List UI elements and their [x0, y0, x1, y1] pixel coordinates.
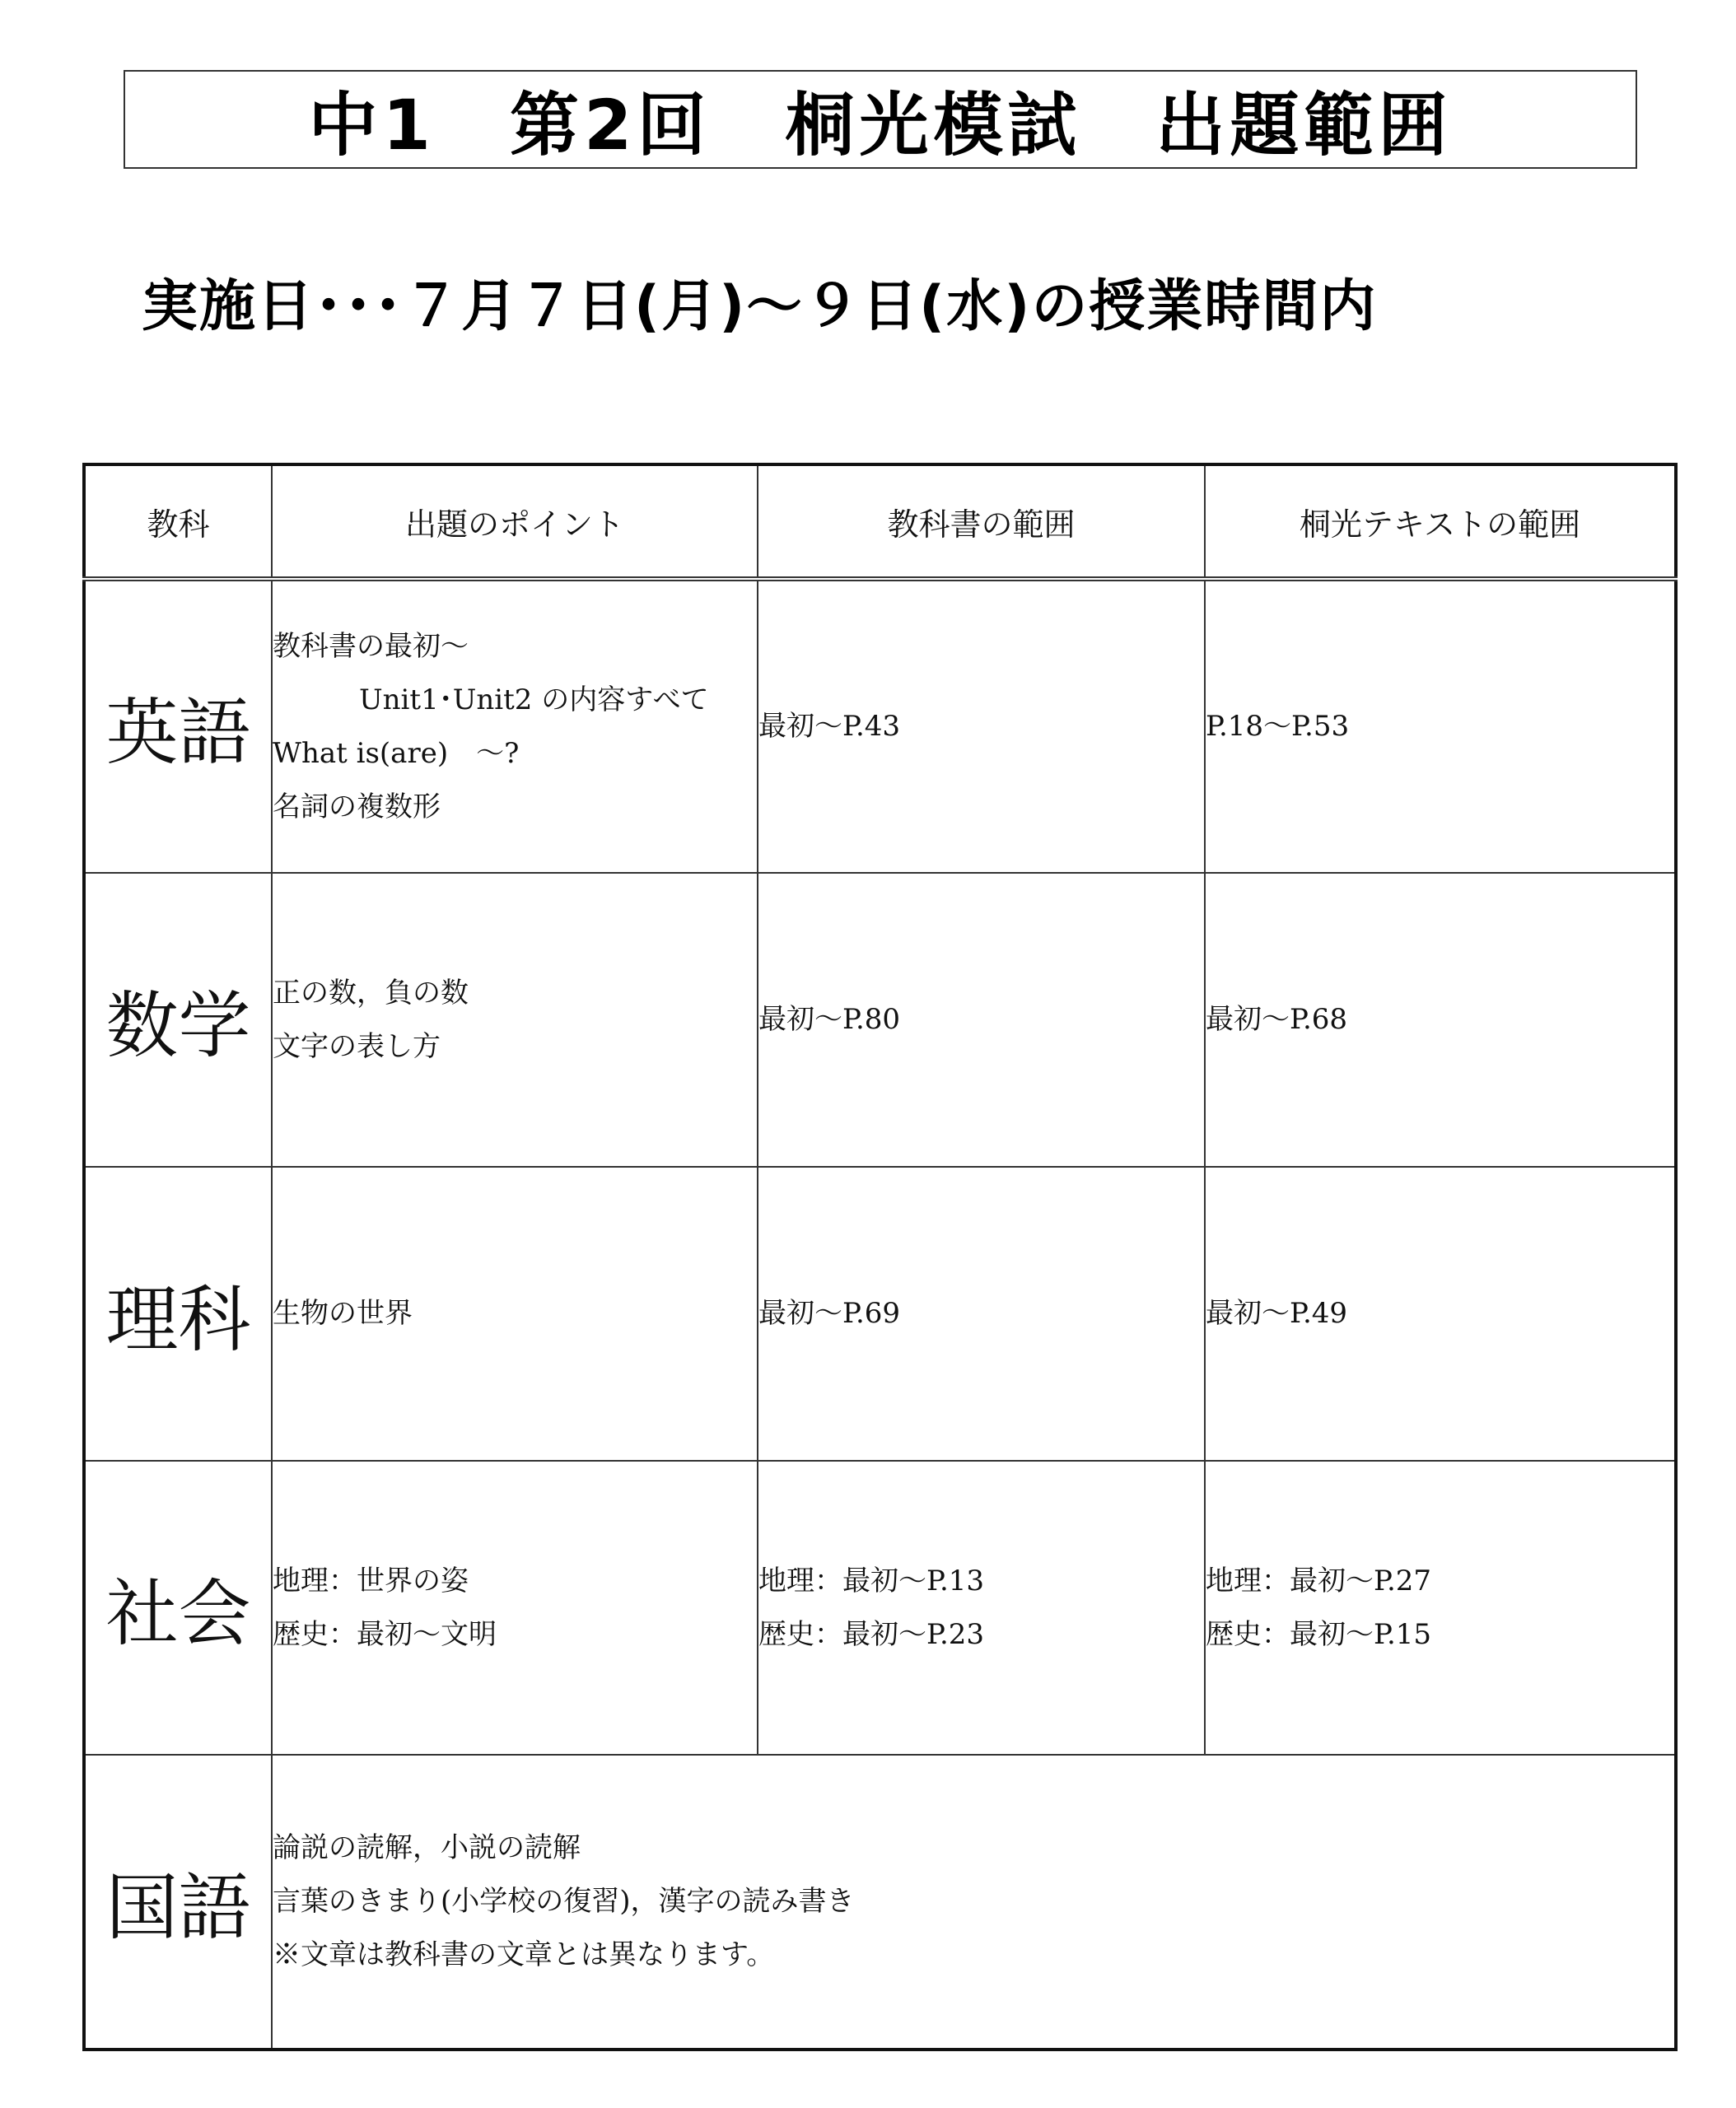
points-cell: [272, 873, 758, 1167]
title-box: [124, 70, 1637, 169]
table-row: [84, 1167, 1676, 1461]
textbook-range-line: 最初～P.69: [758, 1297, 901, 1330]
textbook-range-cell: [758, 1167, 1205, 1461]
points-cell: [272, 1461, 758, 1755]
textbook-range-line: 地理：最初～P.13: [758, 1564, 985, 1597]
subject-cell-math: 数学: [84, 873, 272, 1167]
exam-scope-table: [82, 463, 1678, 2051]
table-row: [84, 579, 1676, 873]
textbook-range-cell: [758, 1461, 1205, 1755]
toko-range-line: P.18～P.53: [1206, 710, 1350, 743]
table-row: [84, 873, 1676, 1167]
toko-range-line: 最初～P.49: [1206, 1297, 1348, 1330]
subject-cell-english: 英語: [84, 579, 272, 873]
header-subject: 教科: [84, 464, 272, 579]
textbook-range-cell: [758, 579, 1205, 873]
toko-range-line: 地理：最初～P.27: [1206, 1564, 1432, 1597]
table-header-row: [84, 464, 1676, 579]
points-line: Unit1･Unit2 の内容すべて: [359, 683, 709, 716]
table-row: [84, 1755, 1676, 2050]
points-line: 正の数，負の数: [273, 976, 469, 1010]
textbook-range-line: 最初～P.43: [758, 710, 901, 743]
document-title: 中1 第2回 桐光模試 出題範囲: [308, 84, 1453, 166]
exam-date-line: 実施日･･･７月７日(月)～９日(水)の授業時間内: [142, 274, 1378, 339]
points-line: 文字の表し方: [273, 1029, 441, 1063]
toko-range-cell: [1205, 1461, 1676, 1755]
points-line: 名詞の複数形: [273, 790, 441, 823]
toko-range-line: 最初～P.68: [1206, 1003, 1348, 1036]
subject-cell-japanese: 国語: [84, 1755, 272, 2050]
points-line: 生物の世界: [273, 1297, 413, 1330]
toko-range-line: 歴史：最初～P.15: [1206, 1617, 1432, 1651]
subject-cell-science: 理科: [84, 1167, 272, 1461]
table-row: [84, 1461, 1676, 1755]
header-points: 出題のポイント: [272, 464, 758, 579]
textbook-range-line: 最初～P.80: [758, 1003, 901, 1036]
textbook-range-line: 歴史：最初～P.23: [758, 1617, 985, 1651]
points-cell: [272, 1755, 1676, 2050]
toko-range-cell: [1205, 1167, 1676, 1461]
points-line: 歴史：最初～文明: [273, 1617, 497, 1651]
textbook-range-cell: [758, 873, 1205, 1167]
subject-cell-social: 社会: [84, 1461, 272, 1755]
points-note: ※文章は教科書の文章とは異なります。: [273, 1938, 775, 1971]
points-cell: [272, 1167, 758, 1461]
toko-range-cell: [1205, 873, 1676, 1167]
toko-range-cell: [1205, 579, 1676, 873]
points-line: 言葉のきまり(小学校の復習)，漢字の読み書き: [273, 1885, 855, 1918]
points-line: 地理：世界の姿: [273, 1564, 469, 1597]
points-cell: [272, 579, 758, 873]
header-textbook-range: 教科書の範囲: [758, 464, 1205, 579]
points-line: 論説の読解，小説の読解: [273, 1831, 581, 1864]
points-line: What is(are) ～?: [273, 736, 520, 770]
points-line: 教科書の最初～: [273, 629, 469, 663]
header-toko-text-range: 桐光テキストの範囲: [1205, 464, 1676, 579]
